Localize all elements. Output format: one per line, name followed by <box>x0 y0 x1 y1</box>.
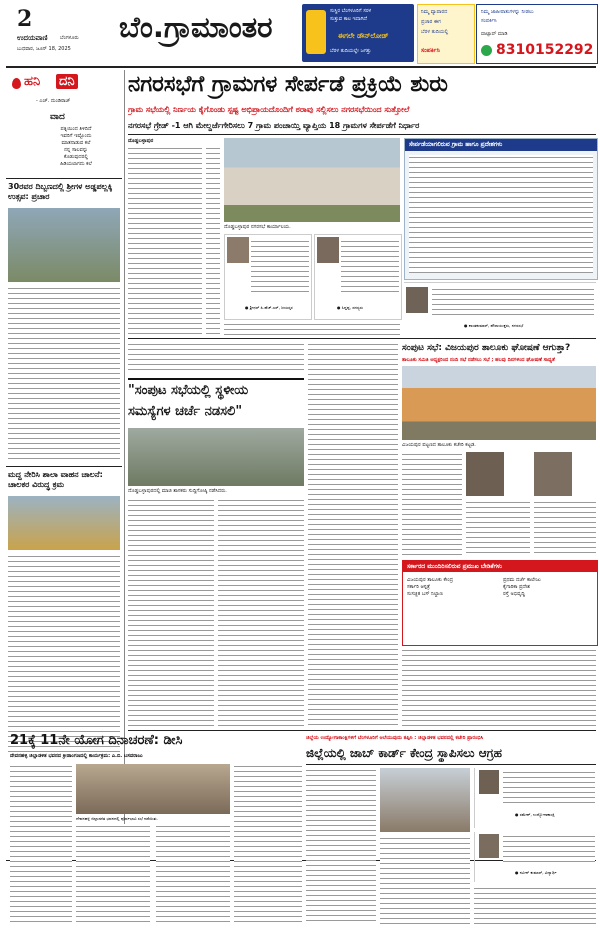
quote-attribution: ● ಶಾಂತಕುಮಾರ್, ಪೌರಾಯುಕ್ತರು, ನಗರಸಭೆ <box>464 323 524 328</box>
poem-line: ಮಾತನಾಡುವ ಕಲೆ <box>61 140 91 146</box>
story-headline: 30ರವರ ದಿಬ್ಬಣದಲ್ಲಿ ಶ್ರೀಗಳ ಅಡ್ಡಪಲ್ಲಕ್ಕಿ ಉತ್ಸವ: ಪ್ರಚಾರ <box>8 182 113 201</box>
person-photo <box>534 452 572 496</box>
villages-box <box>404 138 598 280</box>
demands-list-left <box>407 577 499 598</box>
masthead <box>0 0 600 66</box>
quote-text <box>432 287 594 317</box>
ad-text: ಸಂಪರ್ಕಿಸಿ <box>421 47 440 54</box>
quote-attribution: ● ನವೀನ್ ಕುಮಾರ್, ವಿದ್ಯಾರ್ಥಿ <box>515 870 557 875</box>
divider <box>306 764 596 765</box>
person-photo <box>317 237 339 263</box>
edition-name: ಬೆಂಗಳೂರು <box>60 35 79 41</box>
person-photo <box>466 452 504 496</box>
lead-text-col1 <box>128 146 202 336</box>
jobcard-quote <box>474 768 597 828</box>
poem-line: ಪತ್ನಿಯಿಂದ ತಿಳಿದಿದೆ <box>60 126 92 132</box>
story-text <box>76 824 150 924</box>
demands-list-right <box>503 577 595 598</box>
page-number: 2 <box>17 6 33 32</box>
yoga-subhead: ದೇವನಹಳ್ಳಿ ಜಿಲ್ಲಾಡಳಿತ ಭವನದ ಕ್ರೀಡಾಂಗಣದಲ್ಲಿ ಕಾರ್ಯಕ್ರಮ: ಎ.ಬಿ. ಬಸವರಾಜು <box>10 753 143 759</box>
jobcard-quote-2 <box>474 832 597 882</box>
jobcard-headline: ಜಿಲ್ಲೆಯಲ್ಲಿ ಜಾಬ್ ಕಾರ್ಡ್ ಕೇಂದ್ರ ಸ್ಥಾಪಿಸಲು ಆಗ್ರಹ <box>306 746 502 760</box>
ad-promo-box[interactable] <box>417 4 475 64</box>
yoga-photo-caption: ದೇವನಹಳ್ಳಿ ಜಿಲ್ಲಾಡಳಿತ ಭವನದಲ್ಲಿ ಪೂರ್ವಭಾವಿ ಸಭೆ ನಡೆಯಿತು. <box>76 816 158 821</box>
demand-item: ಸರ್ಕಾರಿ ಆಸ್ಪತ್ರೆ <box>407 584 430 590</box>
divider <box>128 730 596 731</box>
divider <box>128 134 596 135</box>
jobcard-photo <box>380 768 470 832</box>
lead-photo <box>224 138 400 222</box>
ad-app-download[interactable] <box>302 4 414 62</box>
poem-line: ನನ್ನ ಸಾಲವನ್ನು <box>64 147 88 153</box>
divider <box>6 466 122 467</box>
person-photo <box>479 834 499 858</box>
ad-text: ಬೆರಳ ತುದಿಯಲ್ಲಿ <box>421 29 449 35</box>
meeting-photo <box>128 428 304 486</box>
poem-body <box>36 126 116 168</box>
logo-red: ಹನಿ <box>24 74 41 89</box>
demand-item: ಪ್ರಥಮ ದರ್ಜೆ ಕಾಲೇಜು <box>503 577 541 583</box>
story-text <box>8 286 120 462</box>
story-text <box>218 498 304 726</box>
hanidani-logo <box>12 74 116 92</box>
meeting-photo-caption: ದೊಡ್ಡಬಳ್ಳಾಪುರದಲ್ಲಿ ಮಾಜಿ ಶಾಸಕರು ಸುದ್ದಿಗೋಷ್ಠಿ ನಡೆಸಿದರು. <box>128 488 227 494</box>
vijayapura-photo-caption: ವಿಜಯಪುರ ಪಟ್ಟಣದ ತಾಲೂಕು ಕಚೇರಿ ಕಟ್ಟಡ. <box>402 442 476 448</box>
lead-deck-1: ಗ್ರಾಮ ಸಭೆಯಲ್ಲಿ ನಿರ್ಣಯ ಕೈಗೊಂಡು ಸ್ಪಷ್ಟ ಅಭಿಪ್ರಾಯದೊಂದಿಗೆ ಠರಾವು ಸಲ್ಲಿಸಲು ನಗರಸಭೆಯಿಂದ ಸುತ್ತೋಲೆ <box>128 105 410 114</box>
story-text <box>156 824 230 924</box>
demand-item: ವಿಜಯಪುರ ತಾಲೂಕು ಕೇಂದ್ರ <box>407 577 454 583</box>
story-text <box>234 764 302 924</box>
story-text <box>128 342 304 374</box>
poem-line: ಕೊಡುವುದರಲ್ಲಿ <box>63 154 89 160</box>
section-title: ಬೆಂ.ಗ್ರಾಮಾಂತರ <box>119 10 273 44</box>
yoga-photo <box>76 764 230 814</box>
lead-headline: ನಗರಸಭೆಗೆ ಗ್ರಾಮಗಳ ಸೇರ್ಪಡೆ ಪ್ರಕ್ರಿಯೆ ಶುರು <box>128 72 448 97</box>
yoga-headline: 21ಕ್ಕೆ 11ನೇ ಯೋಗ ದಿನಾಚರಣೆ: ಡೀಸಿ <box>10 733 183 748</box>
ad-text: ಸುತ್ತುವ ಕಾಲ ಇದಾಗಿದೆ <box>330 16 367 22</box>
story-text <box>474 886 596 924</box>
logo-dark: ದನಿ <box>56 74 78 89</box>
jobcard-kicker: ಜಿಲ್ಲೆಯ ಉದ್ಯೋಗಾಕಾಂಕ್ಷಿಗಳಿಗೆ ಬೆಂಗಳೂರಿಗೆ ಅಲೆಯುವುದು ತಪ್ಪಿಸಿ : ಜಿಲ್ಲಾಡಳಿತ ಭವನದಲ್ಲಿ ಕಚೇರಿ ಪ್ರಾರಂಭಿಸಿ <box>306 735 484 741</box>
person-photo <box>227 237 249 263</box>
story-text <box>402 648 596 726</box>
vijayapura-headline: ಸಂಪುಟ ಸಭೆ: ವಿಜಯಪುರ ತಾಲೂಕು ಘೋಷಣೆ ಆಗುತ್ತಾ? <box>402 343 571 353</box>
quote-text <box>251 239 309 295</box>
lead-byline: ದೊಡ್ಡಬಳ್ಳಾಪುರ <box>128 138 154 144</box>
lead-text-lower <box>224 322 400 336</box>
story-text <box>308 342 398 726</box>
poem-title: ವಾದ <box>50 112 65 122</box>
quote-attribution: ● ಸಿದ್ದಪ್ಪ, ಸದಸ್ಯರು <box>337 305 364 310</box>
demand-item: ಕೈಗಾರಿಕಾ ಪ್ರದೇಶ <box>503 584 531 590</box>
story-text <box>10 764 72 924</box>
whatsapp-icon <box>481 45 492 56</box>
ad-text: ಬೆರಳ ತುದಿಯಲ್ಲೇ ಜಗತ್ತು <box>330 48 372 54</box>
demand-item: ಸುಸಜ್ಜಿತ ಬಸ್ ನಿಲ್ದಾಣ <box>407 591 443 597</box>
quote-text <box>503 770 595 804</box>
quote-box-2 <box>314 234 402 320</box>
phone-graphic <box>306 10 326 54</box>
villages-list <box>409 155 593 273</box>
lead-photo-caption: ದೊಡ್ಡಬಳ್ಳಾಪುರ ನಗರಸಭೆ ಕಾರ್ಯಾಲಯ. <box>224 224 291 230</box>
ad-text: ಈಗಲೇ ಡೌನ್‌ಲೋಡ್ <box>338 32 389 40</box>
person-photo <box>479 770 499 794</box>
poem-line: ಇವರಿಗೆ ಇಷ್ಟೊಂದು <box>60 133 92 139</box>
quote-text <box>503 834 595 864</box>
quote-box-3 <box>404 282 596 337</box>
meeting-headline-line2: ಸಮಸ್ಯೆಗಳ ಚರ್ಚೆ ನಡಸಲಿ" <box>128 404 243 419</box>
divider <box>6 178 122 179</box>
story-photo <box>8 208 120 282</box>
story-photo <box>8 496 120 550</box>
ad-text: ಸಂಪರ್ಕಿಸಿ <box>481 18 497 24</box>
ad-text: ನಿಮ್ಮ ಜಾಹೀರಾತುಗಳನ್ನು ನೀಡಲು <box>481 9 534 15</box>
story-text <box>380 836 470 924</box>
ad-text: ವಾಟ್ಸಾಪ್ ಮಾಡಿ <box>481 31 508 37</box>
story-headline: ಮದ್ದ ನೇರಿಸಿ ಶಾಲಾ ವಾಹನ ಚಾಲನೆ: ಚಾಲಕರ ವಿರುದ್ಧ ಕ್ರಮ <box>8 470 103 489</box>
meeting-headline <box>128 378 304 426</box>
ad-text: ಪ್ರಚಾರ ಈಗ <box>421 19 441 25</box>
quote-text <box>341 239 399 295</box>
quote-text <box>534 500 596 556</box>
lead-text-col2 <box>206 146 220 336</box>
issue-date: ಬುಧವಾರ, ಜೂನ್ 18, 2025 <box>17 46 71 52</box>
story-text <box>306 768 376 924</box>
quote-attribution: ● ಶ್ರೀಧರ್ ಪಿ.ಹೆಚ್.ಎಸ್, ಜಯಸ್ಕರ <box>245 305 293 310</box>
story-text <box>402 452 462 556</box>
quote-box-1 <box>224 234 312 320</box>
villages-box-title: ಸೇರ್ಪಡೆಯಾಗಲಿರುವ ಗ್ರಾಮ ಹಾಗೂ ಪ್ರದೇಶಗಳು <box>405 139 597 151</box>
demands-title: ಸರ್ಕಾರದ ಮುಂದಿರಿಸಲಿರುವ ಪ್ರಮುಖ ಬೇಡಿಕೆಗಳು <box>403 561 597 572</box>
demand-item: ರಸ್ತೆ ಅಭಿವೃದ್ಧಿ <box>503 591 525 597</box>
demands-box <box>402 560 598 646</box>
ad-text: ನಿಮ್ಮ ವ್ಯಾಪಾರದ <box>421 9 448 15</box>
quote-text <box>466 500 530 556</box>
divider <box>128 338 596 339</box>
paper-name: ಉದಯವಾಣಿ <box>17 34 48 42</box>
lead-deck-2: ನಗರಸಭೆ ಗ್ರೇಡ್ -1 ಆಗಿ ಮೇಲ್ದರ್ಜೆಗೇರಿಸಲು 7 ಗ್ರಾಮ ಪಂಚಾಯ್ತಿ ವ್ಯಾಪ್ತಿಯ 18 ಗ್ರಾಮಗಳ ಸೇರ್ಪಡೆಗೆ ನಿರ್ಧಾರ <box>128 121 420 130</box>
vijayapura-subhead: ತಾಲೂಕು ಸಮಿತಿ ಅಧ್ಯಕ್ಷರಿಂದ ನಂದಿ ಸಭೆ ನಡೆಸಲು ಸಭೆ ; ಹಲವು ದಿನಗಳಿಂದ ಘೋಷಣೆ ಸಾಧ್ಯತೆ <box>402 357 555 363</box>
story-text <box>8 554 120 754</box>
ad-contact-box[interactable] <box>476 4 598 64</box>
meeting-headline-line1: "ಸಂಪುಟ ಸಭೆಯಲ್ಲಿ ಸ್ಥಳೀಯ <box>128 383 249 398</box>
quote-attribution: ● ರಮೇಶ್, ಉದ್ಯೋಗಾಕಾಂಕ್ಷಿ <box>515 812 555 817</box>
ad-phone-number[interactable]: 8310152292 <box>496 42 594 58</box>
masthead-divider <box>6 66 596 68</box>
poem-author: - ಎಚ್. ದುಂಡಿರಾಜ್ <box>36 98 71 104</box>
vijayapura-photo <box>402 366 596 440</box>
drop-icon <box>12 78 21 89</box>
poem-line: ಹಿಡಿಯಲಾಗದು ಕಲೆ <box>60 161 92 167</box>
ad-text: ಸುಸ್ಥಿರ ಬೆಂಗಳೂರಿಗೆ ಸರಳ <box>330 8 372 14</box>
story-text <box>128 498 214 726</box>
person-photo <box>406 287 428 313</box>
